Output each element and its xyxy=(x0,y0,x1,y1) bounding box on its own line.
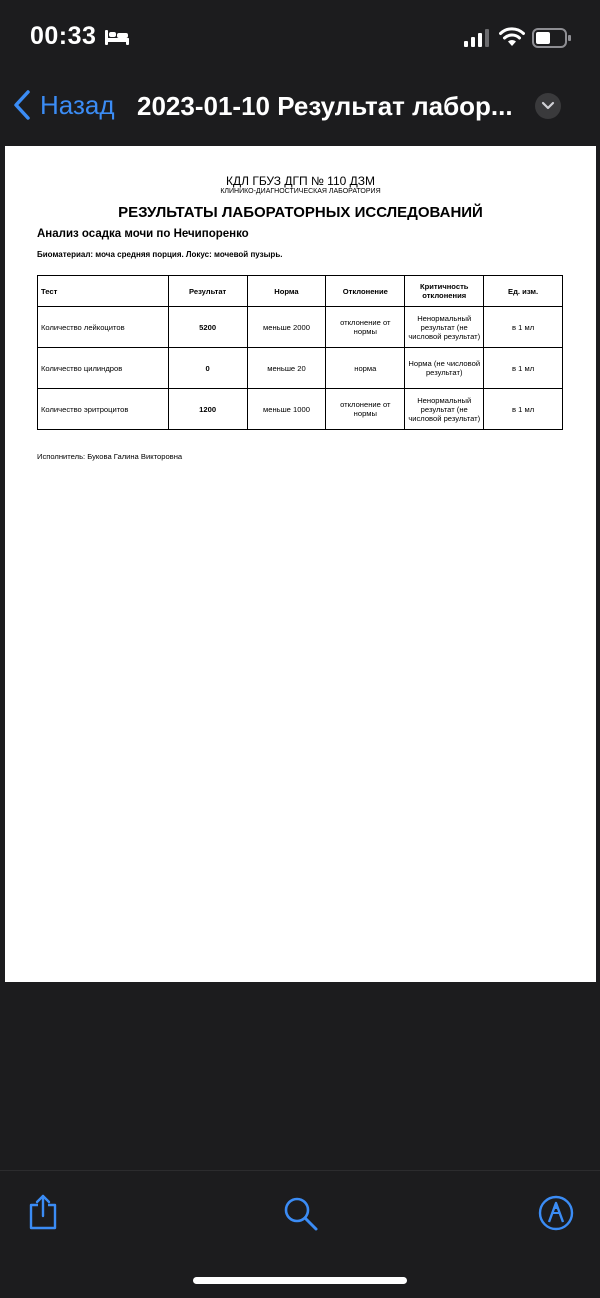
cell-criticality: Ненормальный результат (не числовой результат) xyxy=(405,307,484,348)
share-icon[interactable] xyxy=(27,1193,59,1231)
cell-criticality: Норма (не числовой результат) xyxy=(405,348,484,389)
cell-unit: в 1 мл xyxy=(484,389,563,430)
chevron-down-icon xyxy=(541,101,555,111)
markup-icon[interactable] xyxy=(538,1195,574,1231)
header-test: Тест xyxy=(38,276,169,307)
table-row xyxy=(38,307,563,348)
cell-norm: меньше 1000 xyxy=(247,389,326,430)
back-button[interactable] xyxy=(12,89,115,121)
report-title: РЕЗУЛЬТАТЫ ЛАБОРАТОРНЫХ ИССЛЕДОВАНИЙ xyxy=(118,204,483,221)
header-result: Результат xyxy=(168,276,247,307)
cell-deviation: отклонение от нормы xyxy=(326,389,405,430)
status-bar xyxy=(0,0,600,75)
executor-name: Исполнитель: Букова Галина Викторовна xyxy=(37,452,183,461)
cell-test: Количество лейкоцитов xyxy=(38,307,169,348)
document-page[interactable] xyxy=(5,146,596,982)
header-unit: Ед. изм. xyxy=(484,276,563,307)
status-time: 00:33 xyxy=(30,22,97,50)
table-row xyxy=(38,348,563,389)
table-row xyxy=(38,389,563,430)
analysis-name: Анализ осадка мочи по Нечипоренко xyxy=(37,228,249,240)
cell-criticality: Ненормальный результат (не числовой результат) xyxy=(405,389,484,430)
cell-deviation: норма xyxy=(326,348,405,389)
cell-result: 1200 xyxy=(168,389,247,430)
document-title: 2023-01-10 Результат лабор... xyxy=(137,91,513,121)
results-table xyxy=(37,275,563,430)
organization-name: КДЛ ГБУЗ ДГП № 110 ДЗМ xyxy=(226,174,375,188)
back-button-label: Назад xyxy=(40,89,115,120)
cell-result: 5200 xyxy=(168,307,247,348)
cell-test: Количество эритроцитов xyxy=(38,389,169,430)
laboratory-name: КЛИНИКО-ДИАГНОСТИЧЕСКАЯ ЛАБОРАТОРИЯ xyxy=(220,188,381,195)
header-norm: Норма xyxy=(247,276,326,307)
title-menu-button[interactable] xyxy=(535,93,561,119)
search-icon[interactable] xyxy=(283,1196,319,1232)
biomaterial-info: Биоматериал: моча средняя порция. Локус: мочевой пузырь. xyxy=(37,250,283,259)
cell-result: 0 xyxy=(168,348,247,389)
cell-unit: в 1 мл xyxy=(484,307,563,348)
header-deviation: Отклонение xyxy=(326,276,405,307)
back-chevron-icon xyxy=(12,89,32,121)
battery-icon xyxy=(532,28,572,48)
cell-norm: меньше 20 xyxy=(247,348,326,389)
cell-deviation: отклонение от нормы xyxy=(326,307,405,348)
cell-test: Количество цилиндров xyxy=(38,348,169,389)
cell-unit: в 1 мл xyxy=(484,348,563,389)
cell-norm: меньше 2000 xyxy=(247,307,326,348)
signal-icon xyxy=(464,29,490,47)
home-indicator[interactable] xyxy=(193,1277,407,1284)
table-header-row xyxy=(38,276,563,307)
header-criticality: Критичность отклонения xyxy=(405,276,484,307)
navigation-bar xyxy=(0,75,600,139)
bed-icon xyxy=(104,28,130,46)
wifi-icon xyxy=(499,26,525,48)
